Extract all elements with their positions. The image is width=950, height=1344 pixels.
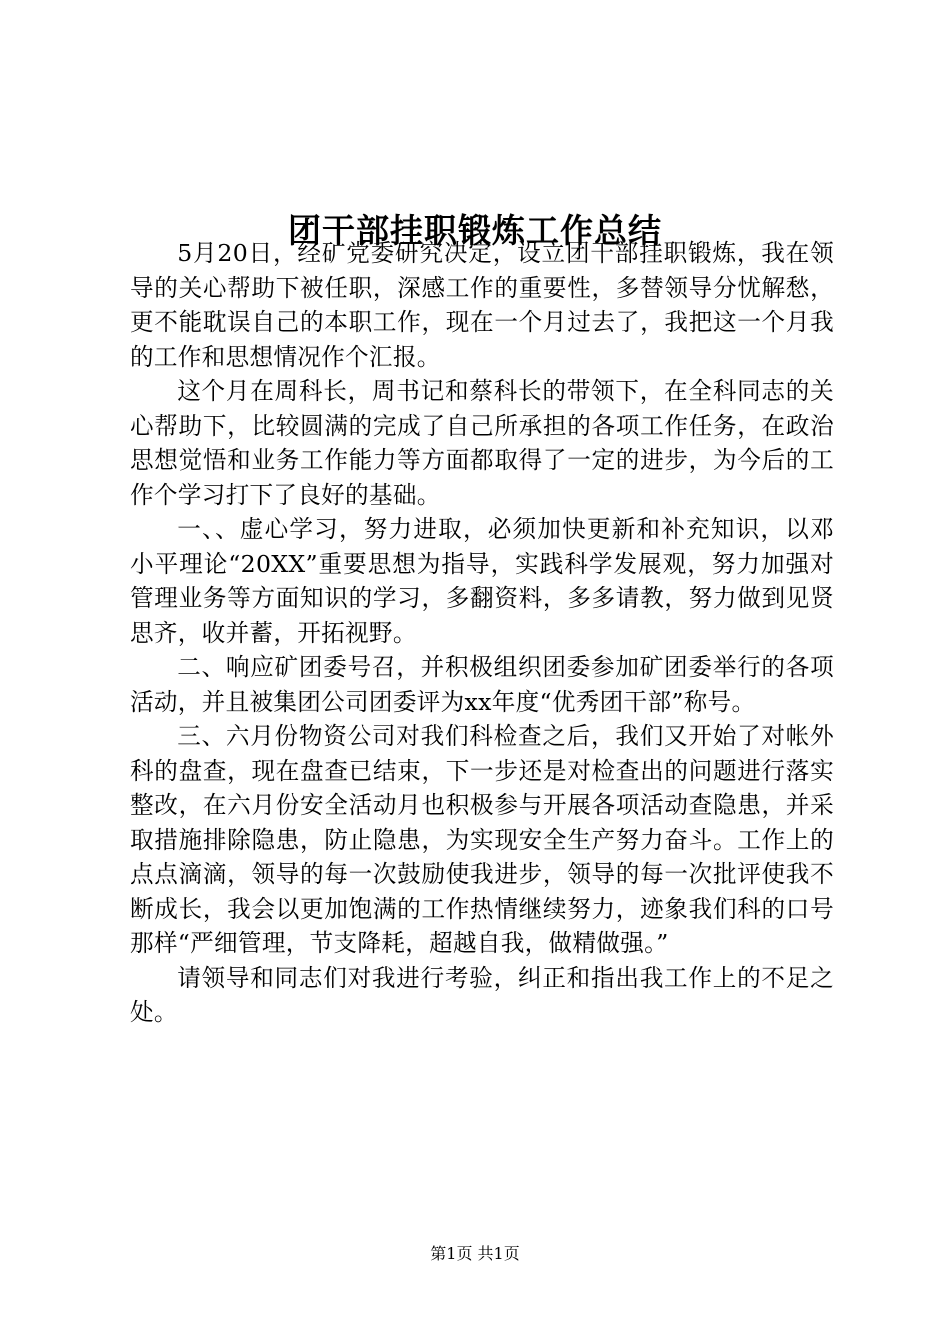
paragraph-4: 二、响应矿团委号召，并积极组织团委参加矿团委举行的各项活动，并且被集团公司团委评为xx年度“优秀团干部”称号。 xyxy=(130,653,834,716)
paragraph-3: 一、、虚心学习，努力进取，必须加快更新和补充知识，以邓小平理论“20XX”重要思想为指导，实践科学发展观，努力加强对管理业务等方面知识的学习，多翻资料，多多请教，努力做到见贤思齐，收并蓄，开拓视野。 xyxy=(130,515,834,647)
paragraph-6: 请领导和同志们对我进行考验，纠正和指出我工作上的不足之处。 xyxy=(130,963,834,1026)
document-title: 团干部挂职锻炼工作总结 xyxy=(288,211,662,251)
paragraph-2: 这个月在周科长，周书记和蔡科长的带领下，在全科同志的关心帮助下，比较圆满的完成了自己所承担的各项工作任务，在政治思想觉悟和业务工作能力等方面都取得了一定的进步，为今后的工作个学习打下了良好的基础。 xyxy=(130,377,834,509)
paragraph-1: 5月20日，经矿党委研究决定，设立团干部挂职锻炼，我在领导的关心帮助下被任职，深感工作的重要性，多替领导分忧解愁，更不能耽误自己的本职工作，现在一个月过去了，我把这一个月我的工作和思想情况作个汇报。 xyxy=(130,239,834,371)
paragraph-5: 三、六月份物资公司对我们科检查之后，我们又开始了对帐外科的盘查，现在盘查已结束，下一步还是对检查出的问题进行落实整改，在六月份安全活动月也积极参与开展各项活动查隐患，并采取措施排除隐患，防止隐患，为实现安全生产努力奋斗。工作上的点点滴滴，领导的每一次鼓励使我进步，领导的每一次批评使我不断成长，我会以更加饱满的工作热情继续努力，迹象我们科的口号那样“严细管理，节支降耗，超越自我，做精做强。” xyxy=(130,722,834,957)
page-footer: 第1页 共1页 xyxy=(430,1244,520,1263)
document-body xyxy=(130,236,834,1030)
